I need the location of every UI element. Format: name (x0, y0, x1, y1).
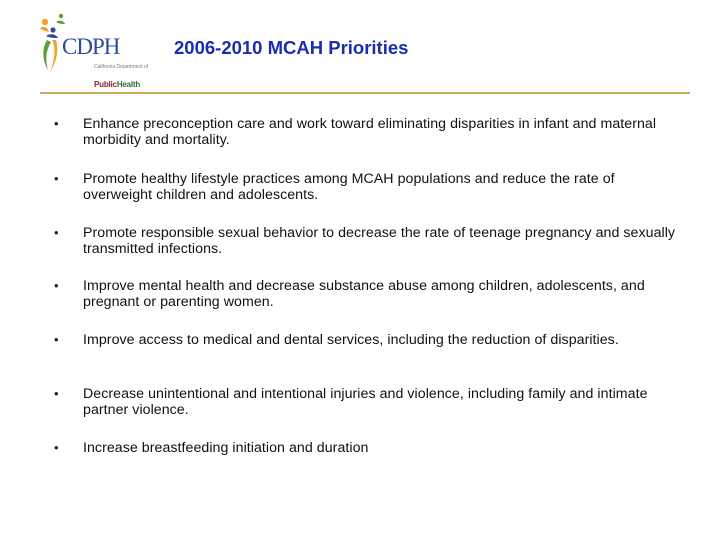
cdph-logo (34, 10, 149, 89)
priority-text: Improve access to medical and dental services, including the reduction of disparities. (83, 332, 619, 348)
figure-body-green (43, 40, 51, 70)
figure-arm-green (56, 21, 65, 24)
bullet-icon: • (54, 225, 59, 240)
bullet-icon: • (54, 386, 59, 401)
slide-title: 2006-2010 MCAH Priorities (174, 37, 409, 58)
bullet-icon: • (54, 332, 59, 347)
logo-public-health (94, 80, 140, 89)
logo-subtitle: California Department of (94, 64, 149, 70)
figure-arm-blue (46, 34, 58, 38)
priority-text: Enhance preconception care and work toward eliminating disparities in infant and maternal morbidity and mortality. (83, 116, 657, 148)
logo-acronym: CDPH (62, 34, 120, 59)
priority-text: Promote responsible sexual behavior to decrease the rate of teenage pregnancy and sexually transmitted infections. (83, 225, 676, 257)
bullet-icon: • (54, 440, 59, 455)
cdph-logo-graphic (34, 10, 120, 84)
priority-text: Promote healthy lifestyle practices among MCAH populations and reduce the rate of overweight children and adolescents. (83, 171, 615, 203)
figure-arm-orange (40, 27, 49, 32)
priority-text: Increase breastfeeding initiation and duration (83, 440, 369, 456)
logo-public: Public (94, 80, 117, 89)
figure-body-orange (50, 40, 57, 72)
figure-head-orange (42, 19, 48, 25)
title-divider (40, 92, 690, 94)
logo-health: Health (116, 80, 141, 89)
bullet-icon: • (54, 171, 59, 186)
priority-text: Decrease unintentional and intentional injuries and violence, including family and intimate partner violence. (83, 386, 648, 418)
figure-head-green (59, 14, 63, 18)
bullet-icon: • (54, 116, 59, 131)
priority-text: Improve mental health and decrease substance abuse among children, adolescents, and pregnant or parenting women. (83, 278, 645, 310)
figure-head-blue (50, 27, 55, 32)
bullet-icon: • (54, 278, 59, 293)
